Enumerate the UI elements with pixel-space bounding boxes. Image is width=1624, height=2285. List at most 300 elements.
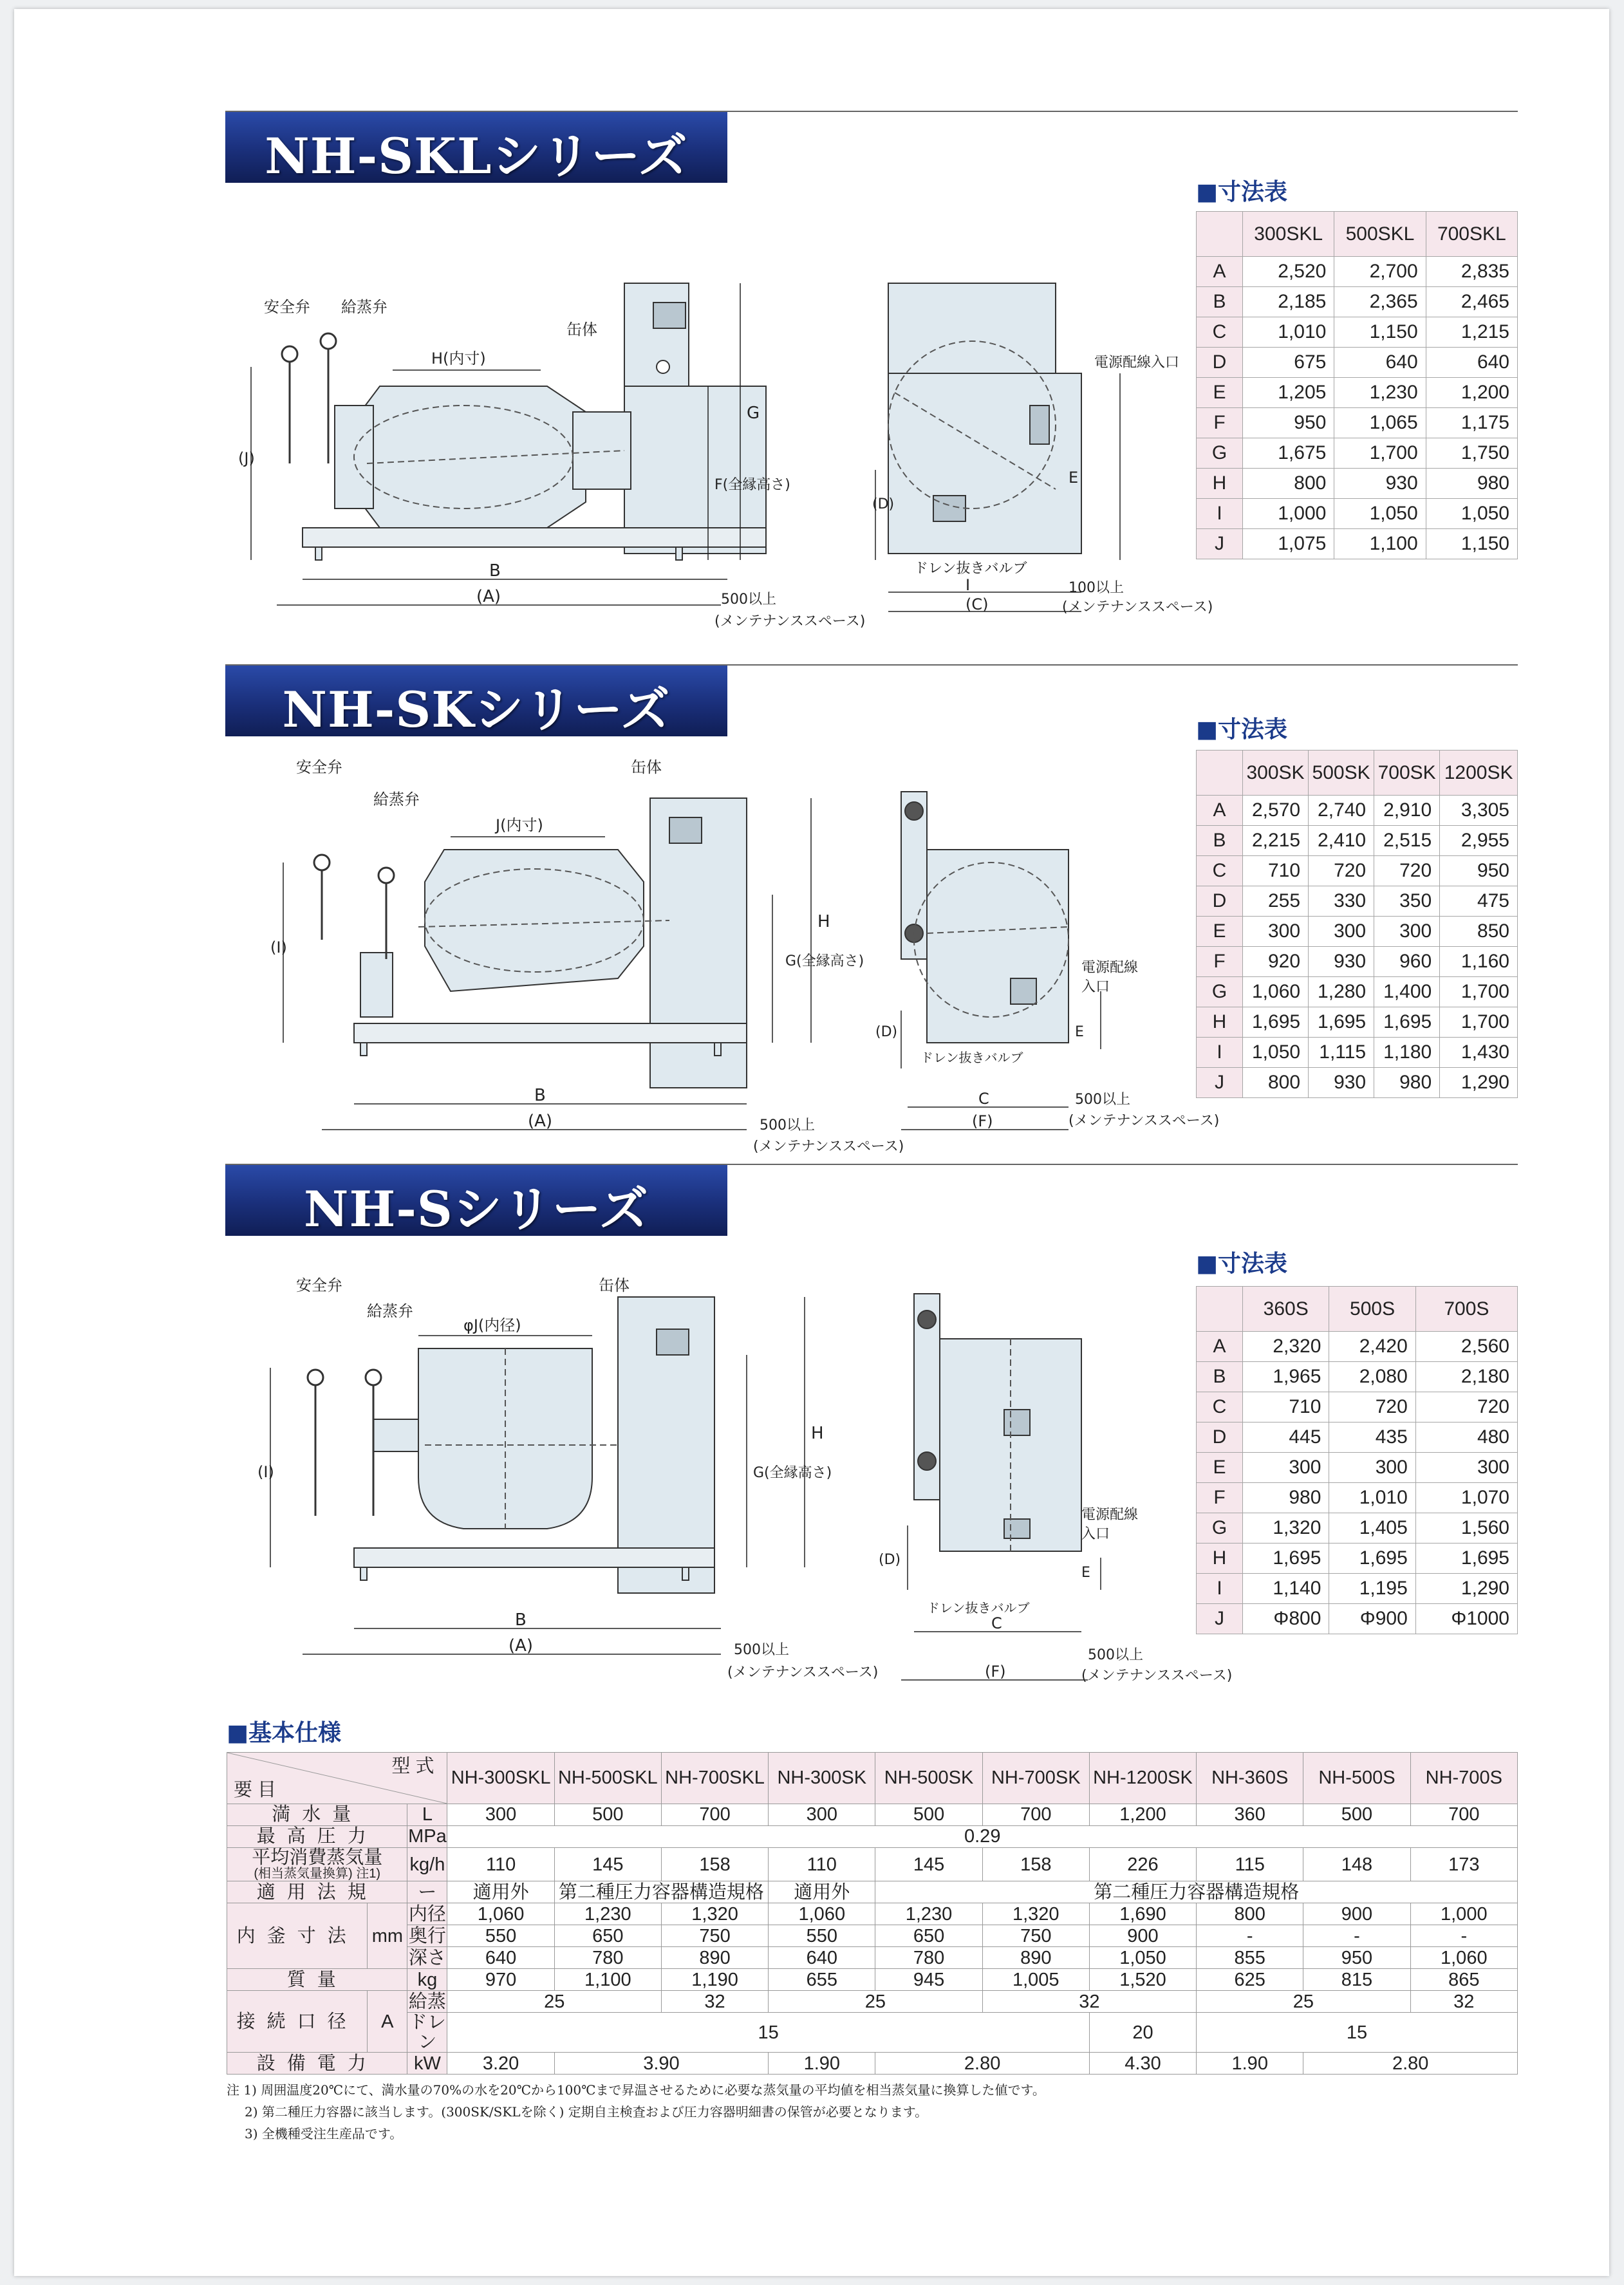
spec-cell: 158 [661, 1848, 768, 1881]
spec-cell: 173 [1410, 1848, 1517, 1881]
spec-model-header: NH-700SK [982, 1753, 1089, 1804]
dim-cell: 2,700 [1334, 257, 1426, 287]
spec-cell: 700 [1410, 1804, 1517, 1826]
dim-cell: 1,060 [1243, 977, 1309, 1007]
dim-row-label: A [1197, 257, 1243, 287]
dim-row-label: B [1197, 826, 1243, 856]
spec-cell: 1,060 [1410, 1947, 1517, 1969]
label-b-dim: B [489, 561, 501, 581]
label-safety-valve: 安全弁 [296, 1276, 342, 1294]
spec-cell: 2.80 [1303, 2053, 1518, 2075]
label-e-dim: E [1081, 1565, 1090, 1581]
spec-cell: 1.90 [1197, 2053, 1303, 2075]
spec-cell: 500 [875, 1804, 982, 1826]
spec-cell: 25 [447, 1991, 661, 2013]
dim-cell: 1,695 [1309, 1007, 1374, 1038]
label-vessel: 缶体 [631, 758, 662, 776]
dim-cell: 850 [1440, 917, 1518, 947]
spec-cell: 適用外 [447, 1881, 554, 1903]
spec-cell: 1,520 [1089, 1969, 1196, 1991]
spec-cell: 32 [661, 1991, 768, 2013]
label-maint-space: (メンテナンススペース) [727, 1665, 879, 1681]
dim-col-header: 700SKL [1426, 212, 1517, 257]
dim-row-label: F [1197, 408, 1243, 438]
s-side-drawing [875, 1281, 1233, 1699]
spec-cell: 750 [661, 1925, 768, 1947]
dim-row-label: I [1197, 1574, 1243, 1604]
dim-cell: 930 [1309, 1068, 1374, 1098]
spec-cell: 第二種圧力容器構造規格 [554, 1881, 768, 1903]
spec-cell: 3.20 [447, 2053, 554, 2075]
dim-cell: 1,070 [1415, 1483, 1517, 1513]
dim-col-header: 360S [1243, 1287, 1329, 1332]
dim-col-header: 300SKL [1243, 212, 1334, 257]
dim-cell: 1,320 [1243, 1513, 1329, 1544]
spec-cell: 970 [447, 1969, 554, 1991]
dim-row-label: A [1197, 796, 1243, 826]
dim-table-heading: ■寸法表 [1196, 1251, 1288, 1277]
dim-cell: 1,100 [1334, 529, 1426, 559]
dim-cell: 1,050 [1426, 499, 1517, 529]
dim-cell: 2,465 [1426, 287, 1517, 317]
dim-cell: 3,305 [1440, 796, 1518, 826]
dim-col-header: 700SK [1374, 751, 1440, 796]
spec-cell: 700 [661, 1804, 768, 1826]
label-maint: 500以上 [760, 1117, 815, 1133]
spec-cell: - [1197, 1925, 1303, 1947]
dim-cell: 1,150 [1426, 529, 1517, 559]
label-maint-space: (メンテナンススペース) [753, 1139, 904, 1155]
spec-model-header: NH-1200SK [1089, 1753, 1196, 1804]
label-b-dim: B [515, 1610, 527, 1630]
spec-cell: 110 [447, 1848, 554, 1881]
spec-cell: 25 [1197, 1991, 1410, 2013]
spec-cell: 1,060 [769, 1903, 875, 1925]
spec-cell: 32 [1410, 1991, 1517, 2013]
label-steam-valve: 給蒸弁 [367, 1302, 413, 1320]
spec-cell: 550 [447, 1925, 554, 1947]
label-vessel: 缶体 [566, 321, 597, 339]
dim-row-label: D [1197, 348, 1243, 378]
dim-cell: 1,215 [1426, 317, 1517, 348]
spec-cell: 145 [554, 1848, 661, 1881]
dim-cell: 1,180 [1374, 1038, 1440, 1068]
dim-cell: 1,175 [1426, 408, 1517, 438]
dim-cell: 920 [1243, 947, 1309, 977]
label-inner-dim: J(内寸) [496, 816, 543, 834]
label-f-dim: (F) [972, 1112, 993, 1130]
dim-col-header: 300SK [1243, 751, 1309, 796]
dim-cell: 710 [1243, 1392, 1329, 1422]
dim-cell: 1,695 [1374, 1007, 1440, 1038]
dim-cell: 2,835 [1426, 257, 1517, 287]
spec-cell: 1,005 [982, 1969, 1089, 1991]
dim-table-heading: ■寸法表 [1196, 716, 1288, 743]
label-g-dim: G(全縁高さ) [753, 1465, 832, 1481]
dim-cell: 435 [1329, 1422, 1415, 1453]
dim-cell: 2,080 [1329, 1362, 1415, 1392]
spec-subrow-label: 奥行 [407, 1925, 447, 1947]
dim-cell: 980 [1374, 1068, 1440, 1098]
dim-cell: 300 [1309, 917, 1374, 947]
dim-cell: 1,290 [1440, 1068, 1518, 1098]
spec-row-label [227, 1848, 407, 1881]
dim-cell: 640 [1426, 348, 1517, 378]
dim-cell: 950 [1440, 856, 1518, 886]
dim-cell: 1,230 [1334, 378, 1426, 408]
spec-cell: 1,060 [447, 1903, 554, 1925]
dim-cell: 1,150 [1334, 317, 1426, 348]
label-a-dim: (A) [528, 1112, 553, 1131]
label-steam-valve: 給蒸弁 [373, 790, 420, 808]
label-power-inlet: 入口 [1081, 1526, 1110, 1542]
label-d-dim: (D) [879, 1552, 901, 1568]
label-b-dim: B [534, 1086, 546, 1105]
dim-cell: 2,515 [1374, 826, 1440, 856]
spec-cell: 1,000 [1410, 1903, 1517, 1925]
dim-cell: 480 [1415, 1422, 1517, 1453]
spec-cell: 900 [1089, 1925, 1196, 1947]
spec-cell: - [1303, 1925, 1410, 1947]
dim-row-label: D [1197, 1422, 1243, 1453]
dim-row-label: H [1197, 1544, 1243, 1574]
label-e-dim: E [1069, 469, 1079, 487]
dim-cell: 1,065 [1334, 408, 1426, 438]
dim-corner [1197, 212, 1243, 257]
label-maint: 500以上 [721, 592, 776, 608]
dim-row-label: E [1197, 378, 1243, 408]
spec-steam-sublabel: (相当蒸気量換算) 注1) [254, 1867, 381, 1881]
sk-side-drawing [875, 779, 1220, 1139]
dim-row-label: C [1197, 856, 1243, 886]
label-d-dim: (D) [875, 1024, 898, 1040]
dim-cell: 675 [1243, 348, 1334, 378]
dim-row-label: E [1197, 917, 1243, 947]
spec-cell: 1,050 [1089, 1947, 1196, 1969]
spec-unit: mm [368, 1903, 407, 1969]
dim-table-heading: ■寸法表 [1196, 179, 1288, 205]
spec-cell: 890 [982, 1947, 1089, 1969]
spec-row-label: 接続口径 [227, 1991, 368, 2053]
spec-cell: 640 [769, 1947, 875, 1969]
label-drain-valve: ドレン抜きバルブ [920, 1050, 1023, 1065]
label-drain-valve: ドレン抜きバルブ [914, 561, 1027, 577]
spec-cell: 1,230 [875, 1903, 982, 1925]
label-a-dim: (A) [509, 1636, 534, 1655]
dim-cell: 2,365 [1334, 287, 1426, 317]
dim-col-header: 500SK [1309, 751, 1374, 796]
spec-type-label: 型 式 [391, 1756, 434, 1777]
dim-row-label: B [1197, 287, 1243, 317]
dim-cell: 1,675 [1243, 438, 1334, 469]
dim-col-header: 500S [1329, 1287, 1415, 1332]
spec-cell: 800 [1197, 1903, 1303, 1925]
dim-cell: 1,695 [1243, 1544, 1329, 1574]
dim-cell: 1,140 [1243, 1574, 1329, 1604]
spec-cell: 158 [982, 1848, 1089, 1881]
spec-cell: 815 [1303, 1969, 1410, 1991]
dim-cell: 255 [1243, 886, 1309, 917]
spec-model-header: NH-700S [1410, 1753, 1517, 1804]
spec-cell: 650 [875, 1925, 982, 1947]
label-safety-valve: 安全弁 [296, 758, 342, 776]
spec-unit: kg/h [407, 1848, 447, 1881]
dim-cell: 300 [1374, 917, 1440, 947]
label-power-inlet: 入口 [1081, 979, 1110, 995]
spec-cell: 1.90 [769, 2053, 875, 2075]
dim-row-label: H [1197, 1007, 1243, 1038]
dim-row-label: B [1197, 1362, 1243, 1392]
spec-model-header: NH-500SK [875, 1753, 982, 1804]
dim-cell: 2,520 [1243, 257, 1334, 287]
spec-cell: 300 [447, 1804, 554, 1826]
dim-cell: 980 [1243, 1483, 1329, 1513]
dim-cell: 930 [1309, 947, 1374, 977]
spec-cell: 2.80 [875, 2053, 1089, 2075]
label-inner-dim: φJ(内径) [463, 1316, 521, 1334]
spec-cell: 360 [1197, 1804, 1303, 1826]
spec-cell: 780 [875, 1947, 982, 1969]
dim-row-label: E [1197, 1453, 1243, 1483]
spec-cell: 1,200 [1089, 1804, 1196, 1826]
label-maint-space: (メンテナンススペース) [1069, 1113, 1220, 1129]
dim-cell: 1,000 [1243, 499, 1334, 529]
spec-cell: 750 [982, 1925, 1089, 1947]
spec-unit: A [368, 1991, 407, 2053]
dim-cell: 330 [1309, 886, 1374, 917]
dim-cell: Φ900 [1329, 1604, 1415, 1634]
dim-row-label: G [1197, 1513, 1243, 1544]
dim-row-label: C [1197, 1392, 1243, 1422]
dim-cell: 1,010 [1243, 317, 1334, 348]
dim-cell: 1,695 [1329, 1544, 1415, 1574]
spec-cell: 226 [1089, 1848, 1196, 1881]
dim-row-label: I [1197, 499, 1243, 529]
dim-cell: 720 [1309, 856, 1374, 886]
spec-corner-header [227, 1753, 447, 1804]
section-banner [225, 112, 727, 183]
dim-cell: 800 [1243, 1068, 1309, 1098]
label-maint: 500以上 [734, 1642, 789, 1658]
dim-cell: 2,180 [1415, 1362, 1517, 1392]
dim-cell: 2,560 [1415, 1332, 1517, 1362]
dim-cell: 800 [1243, 469, 1334, 499]
spec-cell: 3.90 [554, 2053, 768, 2075]
dim-cell: 1,700 [1440, 977, 1518, 1007]
dim-cell: 1,050 [1334, 499, 1426, 529]
label-power-inlet: 電源配線入口 [1094, 355, 1180, 371]
spec-cell: 625 [1197, 1969, 1303, 1991]
label-maint-space: (メンテナンススペース) [1062, 599, 1213, 615]
note-line: 3) 全機種受注生産品です。 [245, 2126, 403, 2141]
label-vessel: 缶体 [599, 1276, 630, 1294]
spec-cell: 655 [769, 1969, 875, 1991]
spec-cell: 855 [1197, 1947, 1303, 1969]
notes [227, 2079, 1045, 2145]
dim-cell: 710 [1243, 856, 1309, 886]
section-banner [225, 1165, 727, 1236]
label-g-dim: G(全縁高さ) [785, 953, 864, 969]
dim-row-label: J [1197, 1068, 1243, 1098]
dim-cell: 1,050 [1243, 1038, 1309, 1068]
spec-heading: ■基本仕様 [227, 1720, 342, 1746]
dim-cell: 2,410 [1309, 826, 1374, 856]
spec-unit: kg [407, 1969, 447, 1991]
dim-cell: 1,750 [1426, 438, 1517, 469]
label-safety-valve: 安全弁 [264, 298, 310, 316]
label-c-dim: C [978, 1090, 989, 1108]
dim-cell: 980 [1426, 469, 1517, 499]
spec-model-header: NH-700SKL [661, 1753, 768, 1804]
section-title: NH-SKシリーズ [282, 681, 671, 738]
label-inner-dim: H(内寸) [431, 350, 486, 368]
dim-cell: 2,570 [1243, 796, 1309, 826]
spec-model-header: NH-500SKL [554, 1753, 661, 1804]
label-maint: 500以上 [1075, 1092, 1130, 1108]
section-banner [225, 666, 727, 736]
dim-cell: 2,910 [1374, 796, 1440, 826]
spec-cell: 890 [661, 1947, 768, 1969]
spec-cell: 15 [447, 2013, 1089, 2053]
label-c-dim: C [991, 1614, 1002, 1632]
label-i-dim: (I) [270, 938, 287, 956]
dim-row-label: G [1197, 977, 1243, 1007]
dim-row-label: D [1197, 886, 1243, 917]
spec-cell: 適用外 [769, 1881, 875, 1903]
dim-cell: 300 [1329, 1453, 1415, 1483]
spec-item-label: 要 目 [234, 1779, 277, 1800]
spec-cell: 300 [769, 1804, 875, 1826]
s-front-drawing [257, 1271, 901, 1696]
spec-table [227, 1752, 1518, 2075]
dim-cell: 950 [1243, 408, 1334, 438]
spec-model-header: NH-500S [1303, 1753, 1410, 1804]
dim-row-label: A [1197, 1332, 1243, 1362]
dim-row-label: J [1197, 1604, 1243, 1634]
spec-row-label: 最高圧力 [227, 1826, 407, 1848]
spec-cell: 1,320 [982, 1903, 1089, 1925]
spec-row-label: 質量 [227, 1969, 407, 1991]
note-line: 注 1) 周囲温度20℃にて、満水量の70%の水を20℃から100℃まで昇温させるために必要な蒸気量の平均値を相当蒸気量に換算した値です。 [227, 2082, 1045, 2098]
note-line: 2) 第二種圧力容器に該当します。(300SK/SKLを除く) 定期自主検査および圧力容器明細書の保管が必要となります。 [245, 2104, 928, 2120]
dim-cell: 720 [1415, 1392, 1517, 1422]
spec-unit: kW [407, 2053, 447, 2075]
label-i-dim: I [966, 576, 971, 594]
sk-front-drawing [257, 753, 914, 1165]
spec-cell: 640 [447, 1947, 554, 1969]
spec-cell: 110 [769, 1848, 875, 1881]
dim-cell: 1,075 [1243, 529, 1334, 559]
dim-cell: 2,740 [1309, 796, 1374, 826]
dim-row-label: C [1197, 317, 1243, 348]
spec-cell: 4.30 [1089, 2053, 1196, 2075]
dim-row-label: H [1197, 469, 1243, 499]
spec-unit: ー [407, 1881, 447, 1903]
dim-cell: 1,205 [1243, 378, 1334, 408]
label-e-dim: E [1075, 1024, 1084, 1040]
dim-cell: 2,955 [1440, 826, 1518, 856]
skl-front-drawing [238, 270, 895, 644]
spec-cell: - [1410, 1925, 1517, 1947]
dim-cell: 445 [1243, 1422, 1329, 1453]
spec-cell: 25 [769, 1991, 982, 2013]
spec-row-label: 内釜寸法 [227, 1903, 368, 1969]
spec-cell: 500 [1303, 1804, 1410, 1826]
dim-cell: 1,695 [1415, 1544, 1517, 1574]
spec-cell: 148 [1303, 1848, 1410, 1881]
dim-cell: 2,320 [1243, 1332, 1329, 1362]
dim-cell: 1,010 [1329, 1483, 1415, 1513]
dim-cell: 1,280 [1309, 977, 1374, 1007]
spec-model-header: NH-360S [1197, 1753, 1303, 1804]
dim-cell: 1,115 [1309, 1038, 1374, 1068]
label-power-inlet: 電源配線 [1081, 960, 1139, 976]
dim-cell: 1,700 [1334, 438, 1426, 469]
dim-cell: 720 [1374, 856, 1440, 886]
label-power-inlet: 電源配線 [1081, 1507, 1139, 1523]
dim-row-label: G [1197, 438, 1243, 469]
label-h-dim: H [811, 1424, 824, 1443]
dim-row-label: F [1197, 947, 1243, 977]
label-maint: 500以上 [1088, 1647, 1143, 1663]
dim-cell: 2,185 [1243, 287, 1334, 317]
spec-unit: MPa [408, 1826, 447, 1847]
spec-model-header: NH-300SK [769, 1753, 875, 1804]
spec-cell: 945 [875, 1969, 982, 1991]
dim-cell: 300 [1243, 1453, 1329, 1483]
label-h-dim: H [817, 912, 830, 931]
dim-cell: 1,160 [1440, 947, 1518, 977]
spec-cell: 1,100 [554, 1969, 661, 1991]
dim-cell: 475 [1440, 886, 1518, 917]
spec-cell: 780 [554, 1947, 661, 1969]
spec-cell: 20 [1089, 2013, 1196, 2053]
spec-model-header: NH-300SKL [447, 1753, 554, 1804]
skl-side-drawing [872, 277, 1213, 637]
spec-steam-label: 平均消費蒸気量 [252, 1847, 383, 1868]
dim-cell: Φ1000 [1415, 1604, 1517, 1634]
spec-cell: 950 [1303, 1947, 1410, 1969]
section-title: NH-Sシリーズ [304, 1180, 649, 1238]
spec-row-label: 設備電力 [227, 2053, 407, 2075]
section-title: NH-SKLシリーズ [265, 127, 688, 185]
dim-cell: 1,965 [1243, 1362, 1329, 1392]
spec-cell: 700 [982, 1804, 1089, 1826]
label-i-dim: (I) [257, 1463, 274, 1481]
label-steam-valve: 給蒸弁 [341, 298, 387, 316]
dim-row-label: F [1197, 1483, 1243, 1513]
spec-row-label: 適用法規 [227, 1881, 407, 1903]
label-maint-space: (メンテナンススペース) [1081, 1668, 1233, 1684]
label-f-dim: F(全縁高さ) [714, 477, 790, 493]
dim-cell: 1,695 [1243, 1007, 1309, 1038]
spec-cell: 0.29 [447, 1826, 1518, 1848]
dim-cell: 640 [1334, 348, 1426, 378]
spec-cell: 865 [1410, 1969, 1517, 1991]
dim-cell: 300 [1415, 1453, 1517, 1483]
dim-cell: 1,405 [1329, 1513, 1415, 1544]
spec-cell: 第二種圧力容器構造規格 [875, 1881, 1518, 1903]
spec-cell: 32 [982, 1991, 1196, 2013]
dim-cell: 350 [1374, 886, 1440, 917]
dim-cell: 1,560 [1415, 1513, 1517, 1544]
dim-table-skl [1196, 211, 1518, 559]
label-drain-valve: ドレン抜きバルブ [927, 1600, 1030, 1616]
spec-cell: 145 [875, 1848, 982, 1881]
dim-cell: 1,400 [1374, 977, 1440, 1007]
spec-cell: 115 [1197, 1848, 1303, 1881]
dim-cell: 2,420 [1329, 1332, 1415, 1362]
